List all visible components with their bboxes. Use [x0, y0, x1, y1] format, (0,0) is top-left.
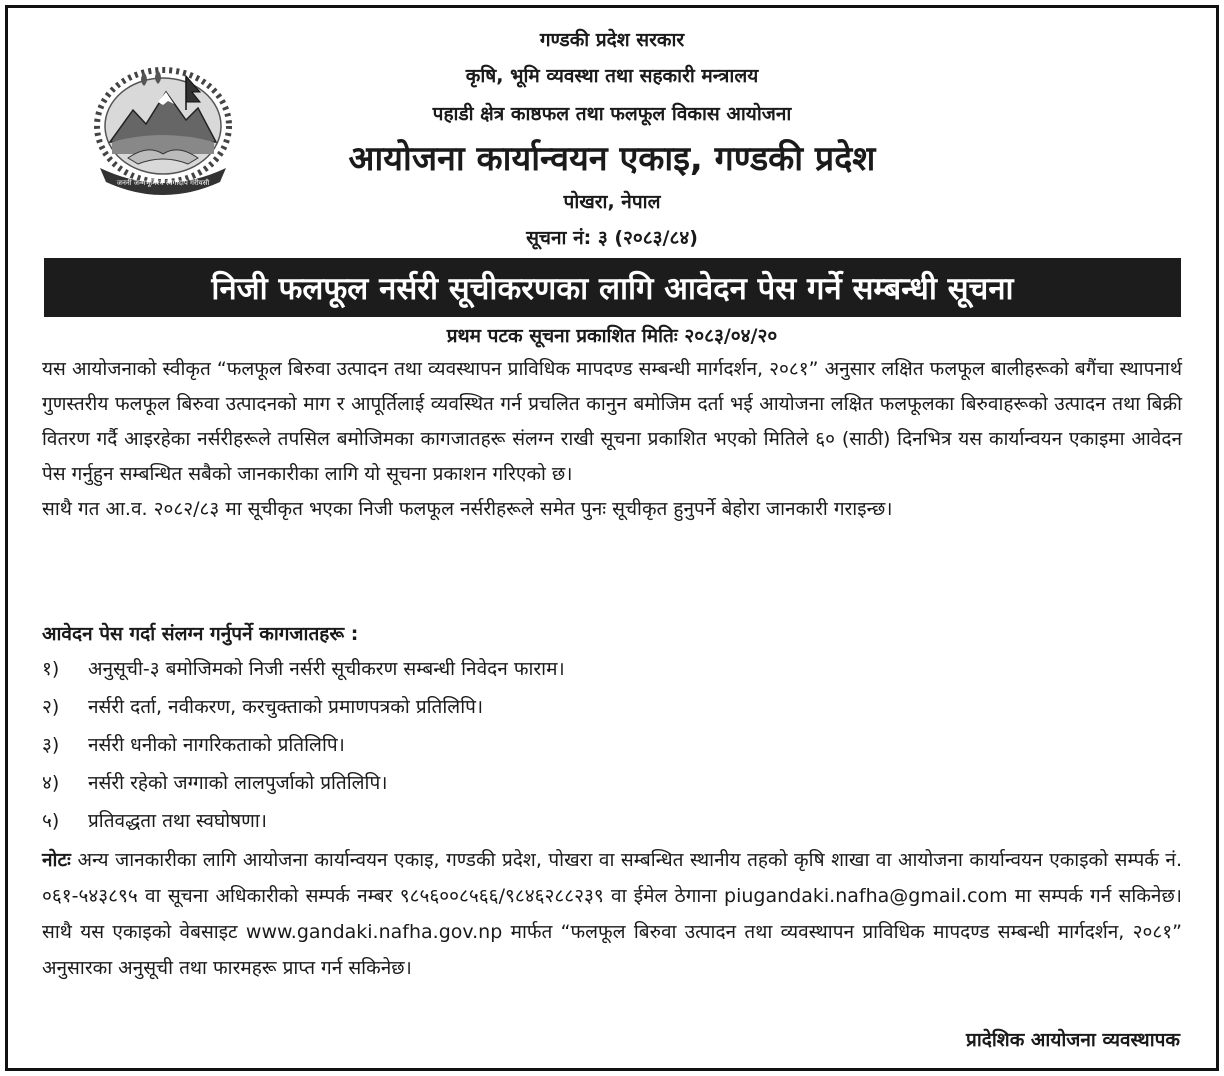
list-item — [42, 764, 565, 802]
list-item-text: नर्सरी धनीको नागरिकताको प्रतिलिपि। — [88, 734, 345, 756]
govt-name: गण्डकी प्रदेश सरकार — [539, 29, 685, 51]
list-item-number: १) — [42, 658, 60, 680]
publish-date: प्रथम पटक सूचना प्रकाशित मितिः २०८३/०४/२० — [446, 325, 778, 347]
list-item-text: नर्सरी दर्ता, नवीकरण, करचुक्ताको प्रमाणपत्रको प्रतिलिपि। — [88, 696, 484, 718]
list-item-number: २) — [42, 696, 60, 718]
documents-heading: आवेदन पेस गर्दा संलग्न गर्नुपर्ने कागजातहरू : — [42, 623, 359, 645]
list-item-text: नर्सरी रहेको जग्गाको लालपुर्जाको प्रतिलिपि। — [88, 772, 388, 794]
documents-list — [42, 650, 565, 840]
signatory-title: प्रादेशिक आयोजना व्यवस्थापक — [966, 1029, 1180, 1051]
notice-number: सूचना नं: ३ (२०८३/८४) — [526, 227, 698, 249]
notice-title: निजी फलफूल नर्सरी सूचीकरणका लागि आवेदन पेस गर्ने सम्बन्धी सूचना — [211, 270, 1014, 307]
list-item-number: ५) — [42, 810, 60, 832]
body-paragraph-1: यस आयोजनाको स्वीकृत “फलफूल बिरुवा उत्पादन तथा व्यवस्थापन प्राविधिक मापदण्ड सम्बन्धी मार्गदर्शन, २०८१” अनुसार लक्षित फलफूल बालीहरूको बगैंचा स्थापनार्थ गुणस्तरीय फलफूल बिरुवा उत्पादनको माग र आपूर्तिलाई व्यवस्थित गर्न प्रचलित कानुन बमोजिम दर्ता भई आयोजना लक्षित फलफूलका बिरुवाहरूको उत्पादन तथा बिक्री वितरण गर्दै आइरहेका नर्सरीहरूले तपसिल बमोजिमका कागजातहरू संलग्न राखी सूचना प्रकाशित भएको मितिले ६० (साठी) दिनभित्र यस कार्यान्वयन एकाइमा आवेदन पेस गर्नुहुन सम्बन्धित सबैको जानकारीका लागि यो सूचना प्रकाशन गरिएको छ। — [42, 358, 1182, 485]
note-text: अन्य जानकारीका लागि आयोजना कार्यान्वयन एकाइ, गण्डकी प्रदेश, पोखरा वा सम्बन्धित स्थानीय तहको कृषि शाखा वा आयोजना कार्यान्वयन एकाइको सम्पर्क नं. ०६१-५४३८९५ वा सूचना अधिकारीको सम्पर्क नम्बर ९८५६००८५६६/९८४६२८८२३९ वा ईमेल ठेगाना piugandaki.nafha@gmail.com मा सम्पर्क गर्न सकिनेछ। साथै यस एकाइको वेबसाइट www.gandaki.nafha.gov.np मार्फत “फलफूल बिरुवा उत्पादन तथा व्यवस्थापन प्राविधिक मापदण्ड सम्बन्धी मार्गदर्शन, २०८१” अनुसारका अनुसूची तथा फारमहरू प्राप्त गर्न सकिनेछ। — [42, 849, 1183, 979]
list-item — [42, 688, 565, 726]
emblem-motto: जननी जन्मभूमिश्च स्वर्गादपि गरीयसी — [116, 179, 210, 187]
list-item-text: प्रतिवद्धता तथा स्वघोषणा। — [88, 810, 267, 832]
list-item-text: अनुसूची-३ बमोजिमको निजी नर्सरी सूचीकरण सम्बन्धी निवेदन फाराम। — [88, 658, 565, 680]
note-label: नोटः — [42, 849, 71, 871]
notice-body — [42, 352, 1182, 527]
project-name: पहाडी क्षेत्र काष्ठफल तथा फलफूल विकास आयोजना — [432, 103, 792, 125]
list-item-number: ३) — [42, 734, 60, 756]
list-item — [42, 802, 565, 840]
notice-title-banner — [44, 258, 1181, 317]
ministry-name: कृषि, भूमि व्यवस्था तथा सहकारी मन्त्रालय — [465, 65, 759, 87]
body-paragraph-2: साथै गत आ.व. २०८२/८३ मा सूचीकृत भएका निजी फलफूल नर्सरीहरूले समेत पुनः सूचीकृत हुनुपर्ने बेहोरा जानकारी गराइन्छ। — [42, 498, 893, 520]
list-item — [42, 726, 565, 764]
location: पोखरा, नेपाल — [563, 191, 661, 213]
unit-name: आयोजना कार्यान्वयन एकाइ, गण्डकी प्रदेश — [348, 139, 876, 179]
note-section — [42, 842, 1182, 986]
list-item-number: ४) — [42, 772, 60, 794]
list-item — [42, 650, 565, 688]
